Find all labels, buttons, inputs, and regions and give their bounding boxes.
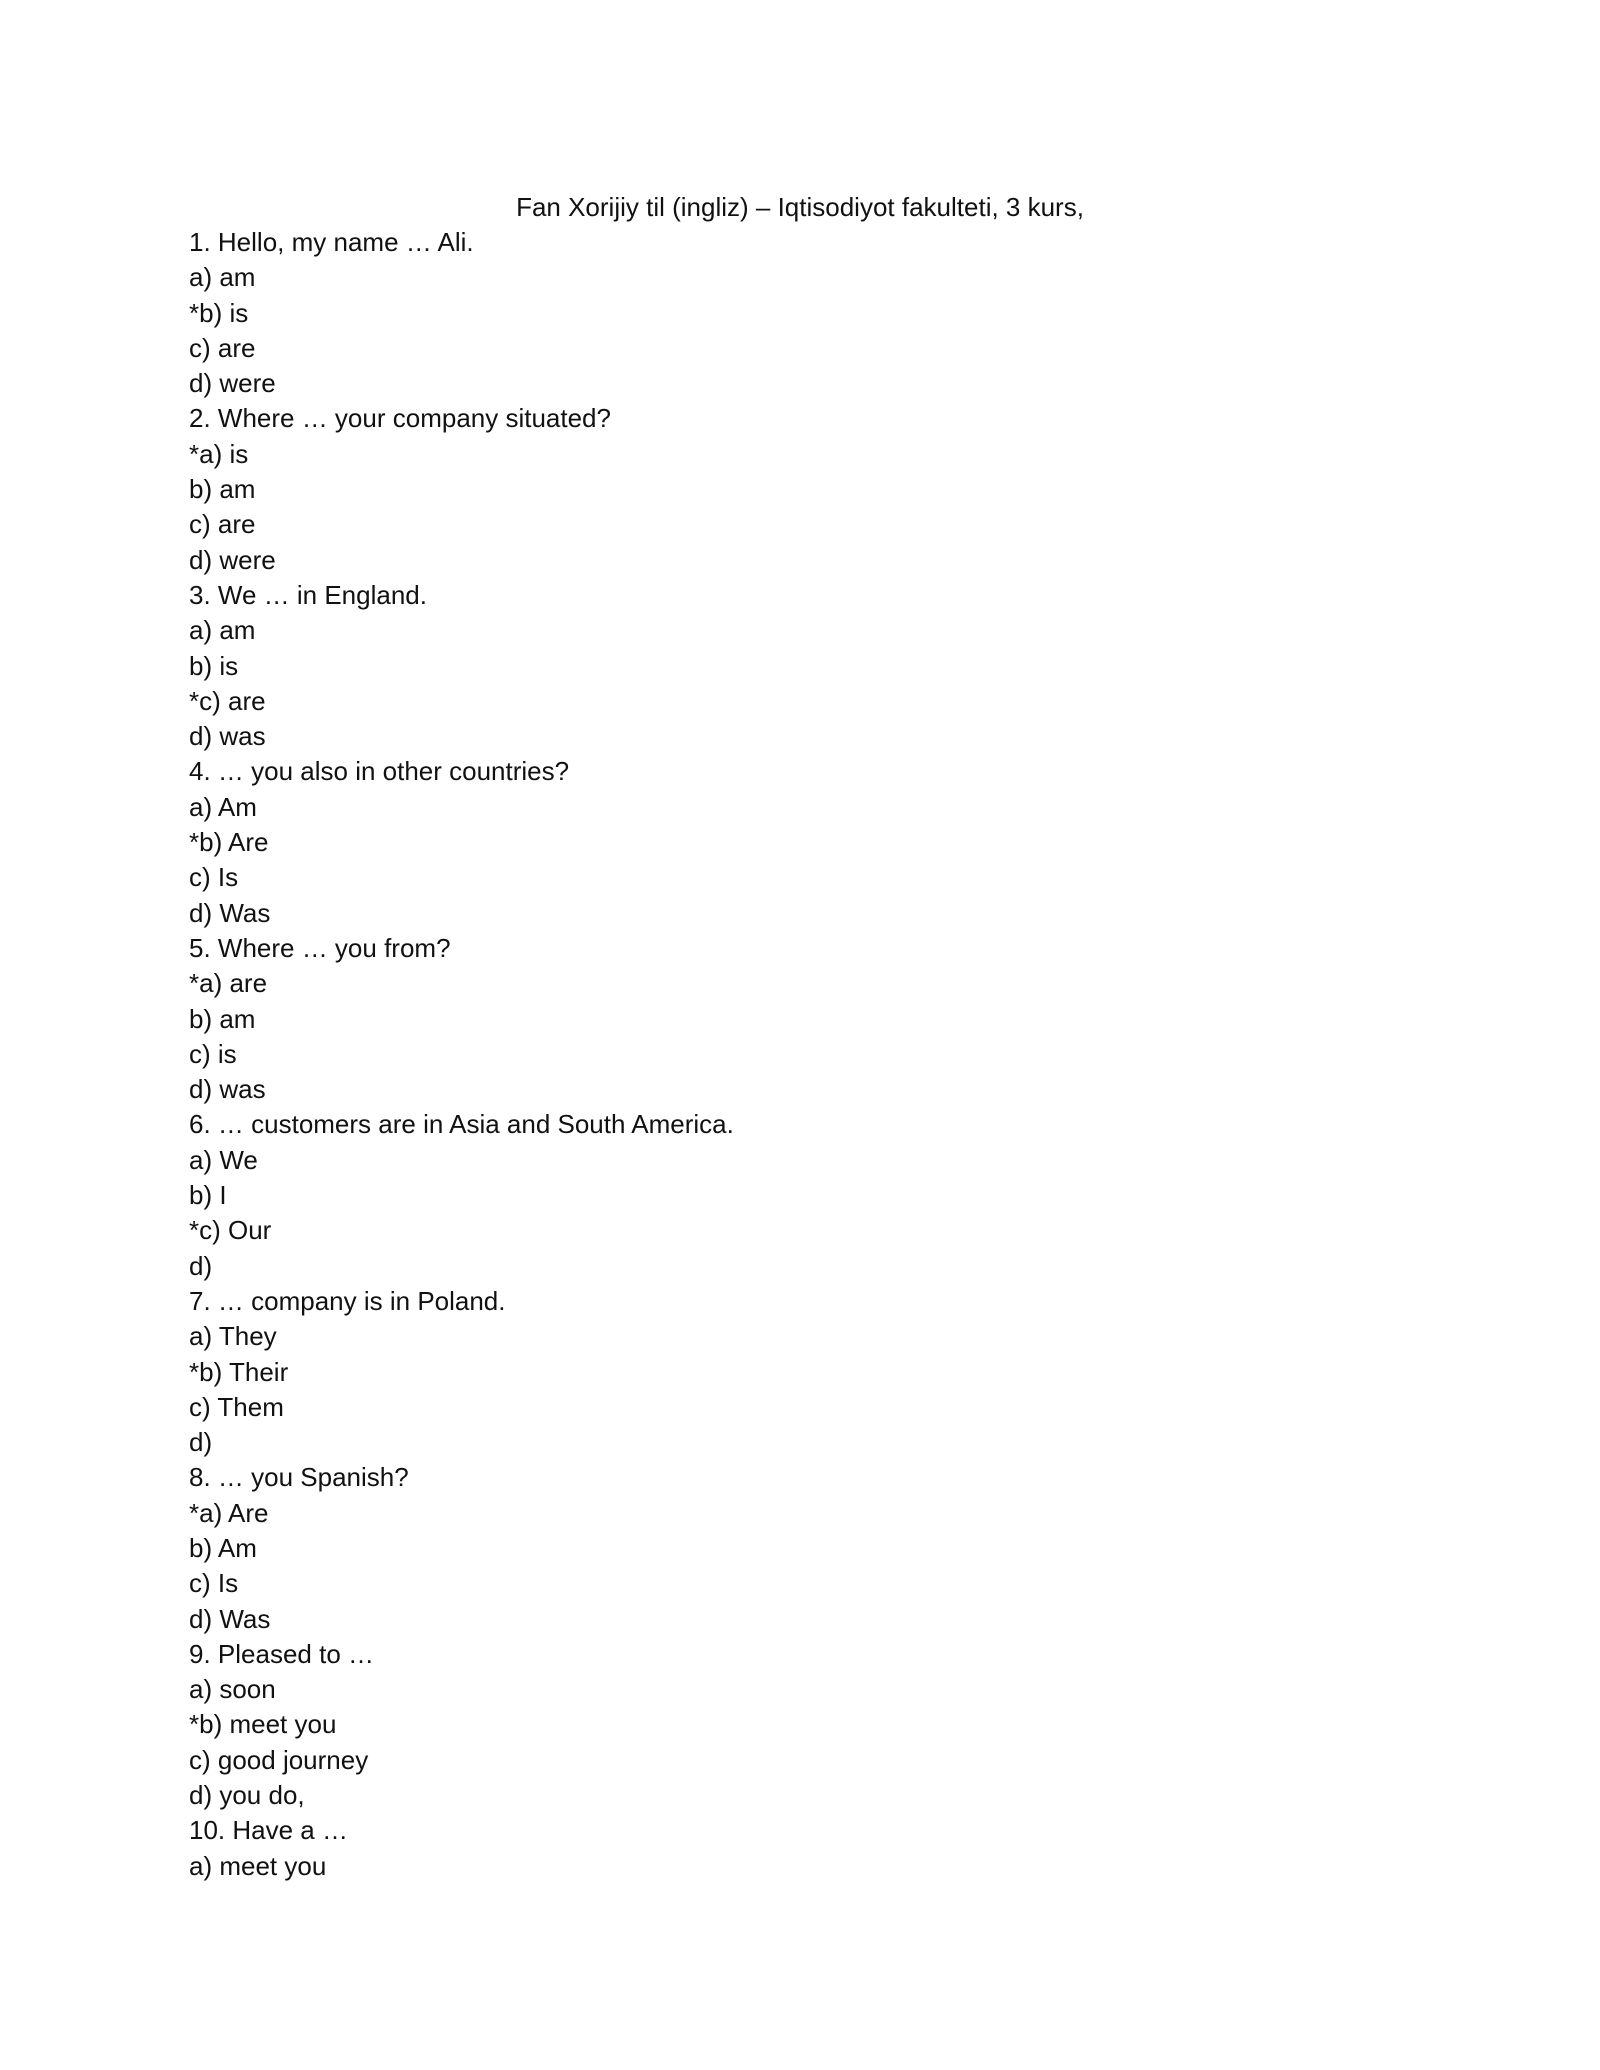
question-text: 5. Where … you from? bbox=[189, 932, 451, 963]
answer-option: *c) Our bbox=[189, 1215, 272, 1246]
answer-option: a) We bbox=[189, 1144, 258, 1175]
answer-option: c) Is bbox=[189, 1568, 239, 1599]
answer-option: a) am bbox=[189, 262, 256, 293]
answer-option: *b) is bbox=[189, 297, 249, 328]
answer-option: a) am bbox=[189, 615, 256, 646]
question-text: 10. Have a … bbox=[189, 1815, 348, 1846]
answer-option: d) Was bbox=[189, 897, 271, 928]
question-text: 2. Where … your company situated? bbox=[189, 403, 611, 434]
answer-option: b) am bbox=[189, 1003, 256, 1034]
answer-option: b) am bbox=[189, 474, 256, 505]
answer-option: d) were bbox=[189, 544, 276, 575]
answer-option: *a) are bbox=[189, 968, 268, 999]
answer-option: *b) Are bbox=[189, 827, 269, 858]
answer-option: a) They bbox=[189, 1321, 277, 1352]
document-title: Fan Xorijiy til (ingliz) – Iqtisodiyot fakulteti, 3 kurs, bbox=[516, 192, 1084, 222]
answer-option: *b) Their bbox=[189, 1356, 289, 1387]
answer-option: c) Them bbox=[189, 1391, 284, 1422]
answer-option: *c) are bbox=[189, 685, 266, 716]
question-text: 1. Hello, my name … Ali. bbox=[189, 227, 474, 257]
answer-option: c) are bbox=[189, 509, 256, 540]
answer-option: d) bbox=[189, 1250, 213, 1281]
question-list bbox=[189, 225, 1389, 1884]
answer-option: b) Am bbox=[189, 1532, 257, 1563]
answer-option: d) were bbox=[189, 368, 276, 399]
answer-option: d) was bbox=[189, 721, 266, 752]
answer-option: c) is bbox=[189, 1038, 237, 1069]
answer-option: d) was bbox=[189, 1074, 266, 1105]
answer-option: a) soon bbox=[189, 1674, 276, 1705]
answer-option: *b) meet you bbox=[189, 1709, 337, 1740]
question-text: 4. … you also in other countries? bbox=[189, 756, 570, 787]
answer-option: *a) Are bbox=[189, 1497, 269, 1528]
answer-option: c) good journey bbox=[189, 1744, 369, 1775]
question-text: 3. We … in England. bbox=[189, 579, 427, 610]
answer-option: d) you do, bbox=[189, 1780, 305, 1811]
answer-option: c) are bbox=[189, 332, 256, 363]
answer-option: c) Is bbox=[189, 862, 239, 893]
question-text: 7. … company is in Poland. bbox=[189, 1285, 506, 1316]
answer-option: a) meet you bbox=[189, 1850, 327, 1881]
answer-option: b) is bbox=[189, 650, 239, 681]
answer-option: a) Am bbox=[189, 791, 257, 822]
answer-option: d) bbox=[189, 1427, 213, 1458]
question-text: 8. … you Spanish? bbox=[189, 1462, 409, 1493]
answer-option: *a) is bbox=[189, 438, 249, 469]
answer-option: b) I bbox=[189, 1180, 227, 1211]
question-text: 6. … customers are in Asia and South America. bbox=[189, 1109, 734, 1140]
question-text: 9. Pleased to … bbox=[189, 1638, 374, 1669]
answer-option: d) Was bbox=[189, 1603, 271, 1634]
